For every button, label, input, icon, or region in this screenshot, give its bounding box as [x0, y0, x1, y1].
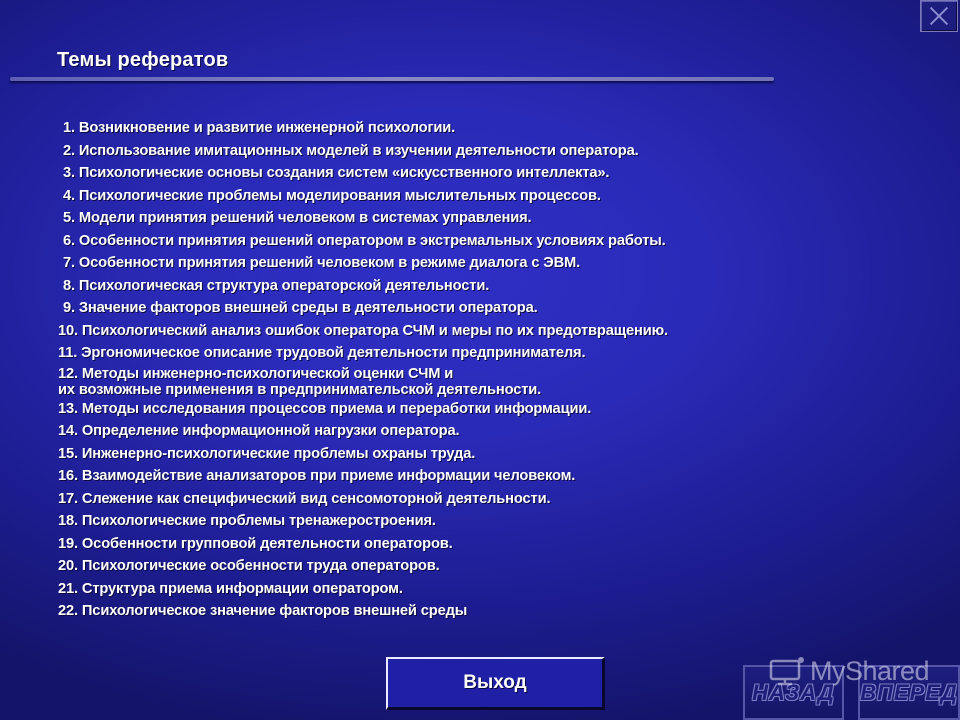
page-title: Темы рефератов	[57, 49, 229, 71]
myshared-logo-icon	[768, 655, 806, 687]
topic-item: 14. Определение информационной нагрузки оператора.	[58, 423, 460, 439]
topic-item: 4. Психологические проблемы моделирования мыслительных процессов.	[63, 187, 601, 204]
topic-item: 10. Психологический анализ ошибок оператора СЧМ и меры по их предотвращению.	[58, 322, 668, 339]
topic-item: 12. Методы инженерно-психологической оценки СЧМ и	[58, 365, 454, 382]
close-x-icon	[921, 1, 957, 31]
forward-button[interactable]: ВПЕРЕД	[858, 665, 960, 720]
topic-item: 16. Взаимодействие анализаторов при приеме информации человеком.	[58, 468, 576, 484]
topic-item: 2. Использование имитационных моделей в изучении деятельности оператора.	[63, 142, 639, 159]
back-button[interactable]: НАЗАД	[743, 665, 844, 720]
topic-item: 8. Психологическая структура операторской деятельности.	[63, 277, 490, 294]
topic-item-continuation: их возможные применения в предпринимательской деятельности.	[58, 381, 542, 398]
topic-item: 18. Психологические проблемы тренажеростроения.	[58, 513, 436, 529]
topic-item: 21. Структура приема информации оператором.	[58, 580, 403, 597]
topic-item: 9. Значение факторов внешней среды в деятельности оператора.	[63, 300, 538, 316]
topic-list	[58, 117, 668, 623]
watermark	[768, 655, 929, 687]
topic-item: 22. Психологическое значение факторов внешней среды	[58, 603, 468, 619]
topic-item: 17. Слежение как специфический вид сенсомоторной деятельности.	[58, 490, 551, 507]
topic-item: 3. Психологические основы создания систем «искусственного интеллекта».	[63, 165, 610, 181]
topic-item: 6. Особенности принятия решений оператором в экстремальных условиях работы.	[63, 232, 666, 249]
topic-item: 1. Возникновение и развитие инженерной психологии.	[63, 120, 456, 136]
topic-item: 7. Особенности принятия решений человеком в режиме диалога с ЭВМ.	[63, 255, 581, 271]
topic-item: 19. Особенности групповой деятельности операторов.	[58, 535, 453, 552]
topic-item: 5. Модели принятия решений человеком в системах управления.	[63, 210, 532, 226]
watermark-text: MyShared	[810, 655, 930, 686]
topic-item: 11. Эргономическое описание трудовой деятельности предпринимателя.	[58, 345, 586, 361]
title-divider	[10, 77, 774, 81]
topic-item: 15. Инженерно-психологические проблемы охраны труда.	[58, 445, 476, 462]
exit-button[interactable]: Выход	[386, 657, 605, 710]
close-button[interactable]	[920, 0, 958, 32]
topic-item: 20. Психологические особенности труда операторов.	[58, 558, 440, 574]
topic-item: 13. Методы исследования процессов приема и переработки информации.	[58, 400, 592, 417]
